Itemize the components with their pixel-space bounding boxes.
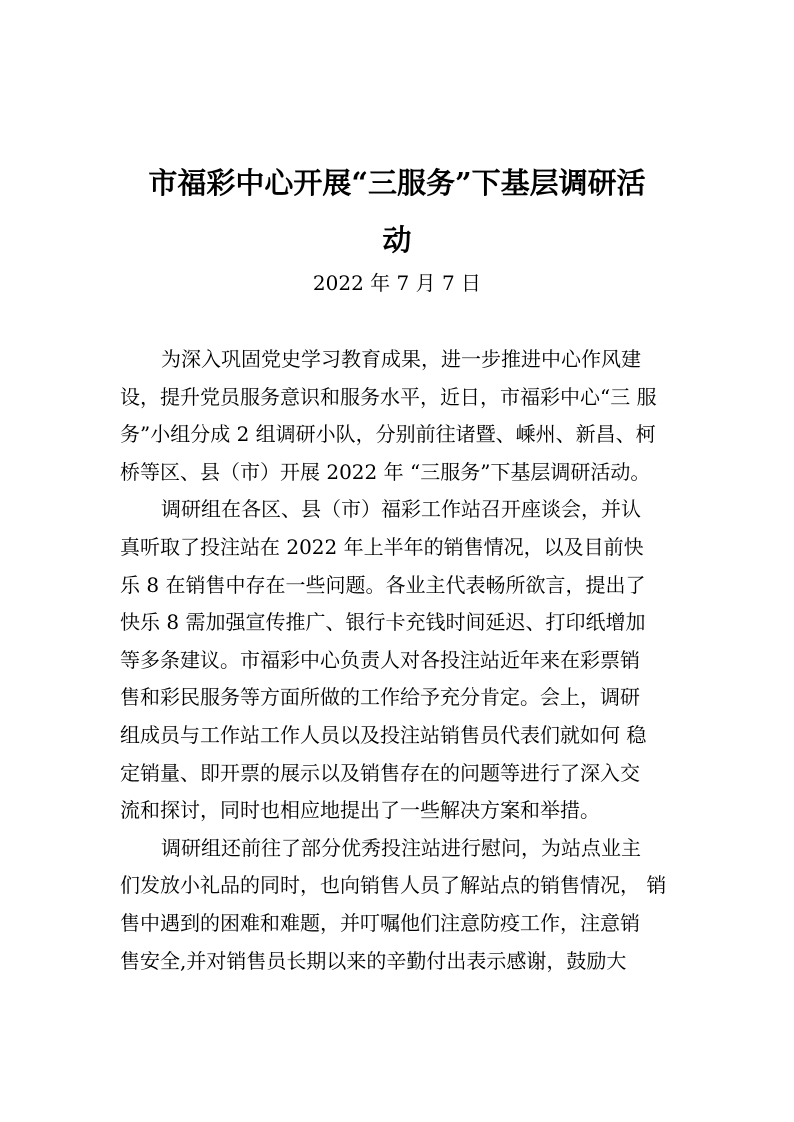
document-date: 2022 年 7 月 7 日 bbox=[312, 271, 482, 295]
text-line: 为深入巩固党史学习教育成果，进一步推进中心作风建 bbox=[161, 347, 641, 371]
document-body bbox=[120, 341, 680, 980]
text-line: 等多条建议。市福彩中心负责人对各投注站近年来在彩票销 bbox=[120, 647, 640, 672]
text-line: 组成员与工作站工作人员以及投注站销售员代表们就如何 稳 bbox=[120, 722, 647, 747]
text-line: 流和探讨，同时也相应地提出了一些解决方案和举措。 bbox=[120, 798, 600, 823]
text-line: 售安全,并对销售员长期以来的辛勤付出表示感谢，鼓励大 bbox=[120, 948, 627, 973]
paragraph-1 bbox=[120, 341, 680, 491]
text-line: 设，提升党员服务意识和服务水平，近日，市福彩中心“三 服 bbox=[120, 384, 657, 409]
text-line: 售和彩民服务等方面所做的工作给予充分肯定。会上，调研 bbox=[120, 685, 640, 710]
text-line: 桥等区、县（市）开展 2022 年 “三服务”下基层调研活动。 bbox=[120, 459, 651, 484]
text-line: 真听取了投注站在 2022 年上半年的销售情况，以及目前快 bbox=[120, 534, 644, 559]
document-title-line-2: 动 bbox=[382, 223, 412, 257]
text-line: 们发放小礼品的同时，也向销售人员了解站点的销售情况， 销 bbox=[120, 873, 667, 898]
text-line: 调研组在各区、县（市）福彩工作站召开座谈会，并认 bbox=[161, 497, 641, 522]
text-line: 售中遇到的困难和难题，并叮嘱他们注意防疫工作，注意销 bbox=[120, 910, 640, 935]
text-line: 乐 8 在销售中存在一些问题。各业主代表畅所欲言，提出了 bbox=[120, 572, 646, 597]
paragraph-2 bbox=[120, 491, 680, 829]
text-line: 调研组还前往了部分优秀投注站进行慰问，为站点业主 bbox=[161, 835, 641, 860]
paragraph-3 bbox=[120, 830, 680, 980]
text-line: 务”小组分成 2 组调研小队，分别前往诸暨、嵊州、新昌、柯 bbox=[120, 422, 656, 447]
document-title-line-1: 市福彩中心开展“三服务”下基层调研活 bbox=[148, 166, 646, 200]
text-line: 快乐 8 需加强宣传推广、银行卡充钱时间延迟、打印纸增加 bbox=[120, 610, 646, 635]
text-line: 定销量、即开票的展示以及销售存在的问题等进行了深入交 bbox=[120, 760, 640, 785]
